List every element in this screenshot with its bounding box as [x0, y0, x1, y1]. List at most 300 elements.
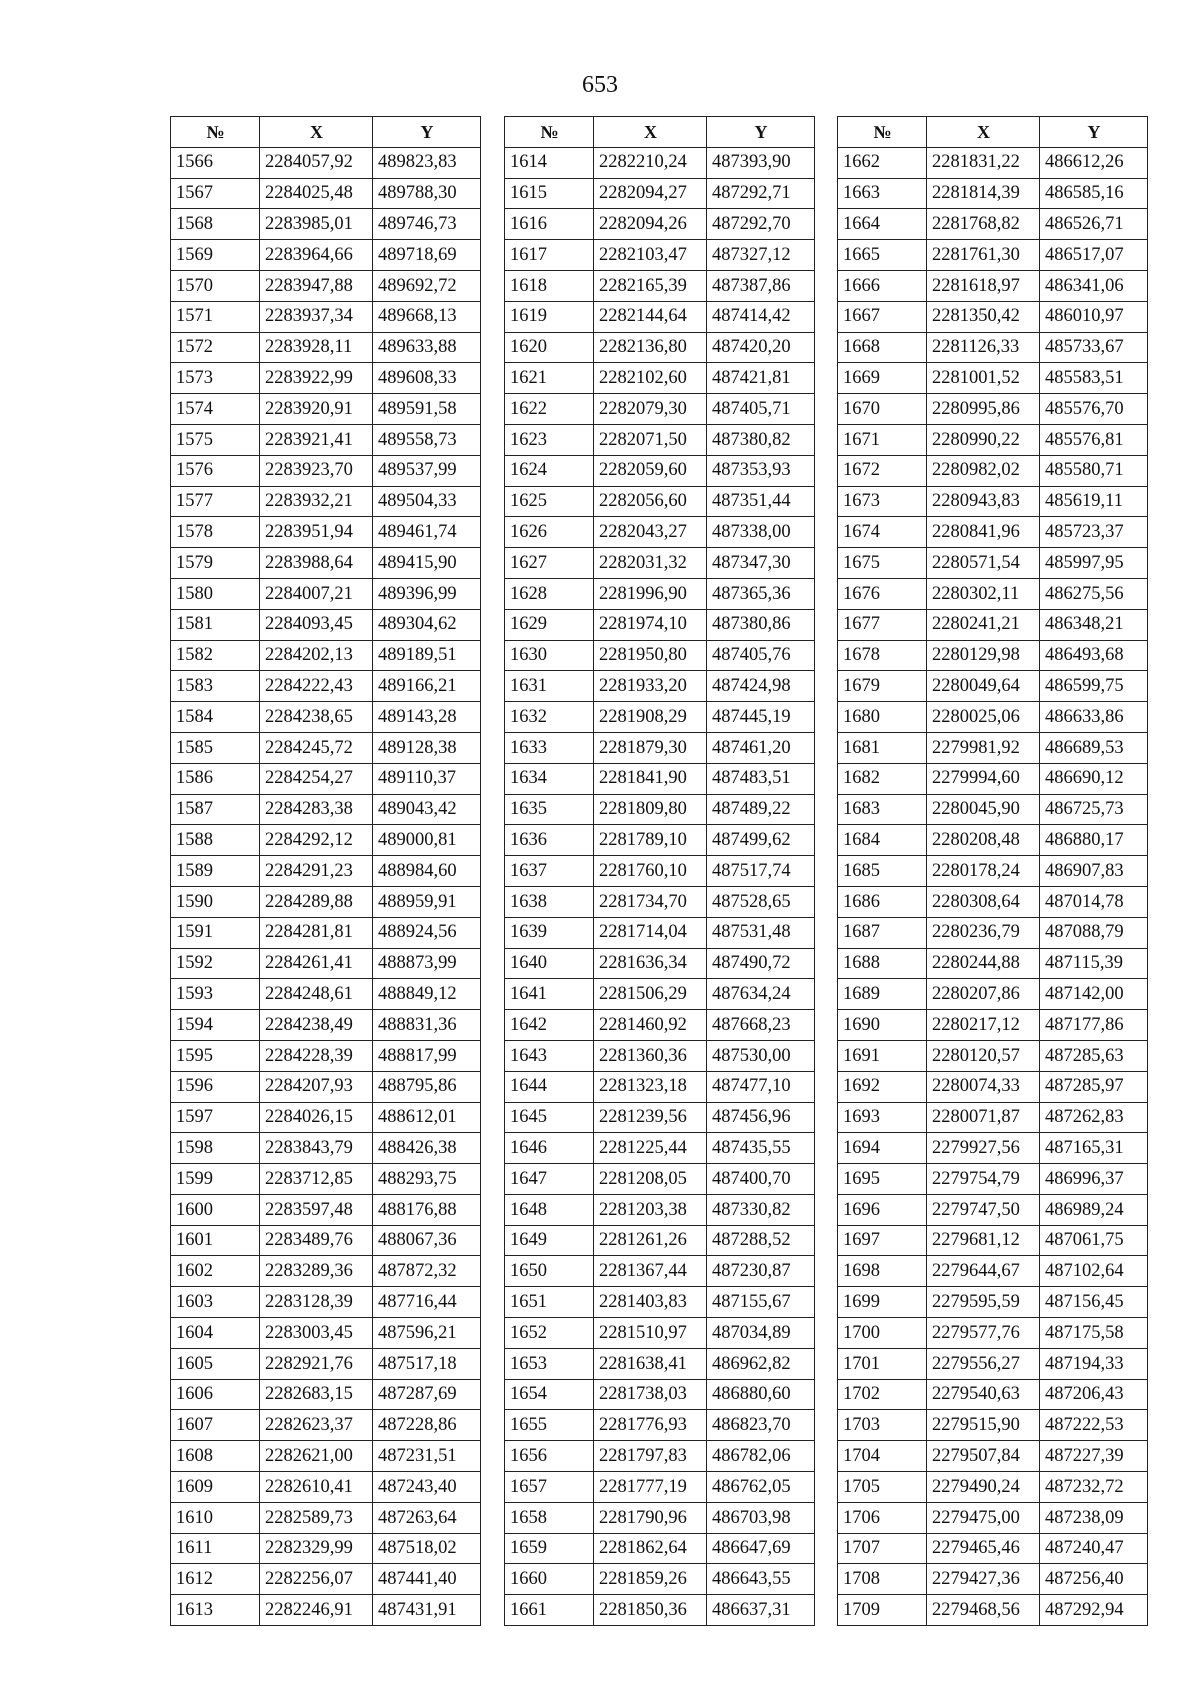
y-coordinate: 489166,21 — [373, 671, 481, 702]
table-row — [171, 301, 481, 332]
x-coordinate: 2281618,97 — [927, 270, 1040, 301]
y-coordinate: 485576,81 — [1040, 424, 1148, 455]
x-coordinate: 2281879,30 — [594, 732, 707, 763]
point-number: 1659 — [505, 1533, 594, 1564]
point-number: 1644 — [505, 1071, 594, 1102]
table-header-row — [171, 117, 481, 148]
x-coordinate: 2281789,10 — [594, 825, 707, 856]
y-coordinate: 487061,75 — [1040, 1225, 1148, 1256]
point-number: 1657 — [505, 1472, 594, 1503]
x-coordinate: 2282094,27 — [594, 178, 707, 209]
point-number: 1649 — [505, 1225, 594, 1256]
point-number: 1578 — [171, 517, 260, 548]
x-coordinate: 2281950,80 — [594, 640, 707, 671]
x-coordinate: 2281403,83 — [594, 1287, 707, 1318]
y-coordinate: 489537,99 — [373, 455, 481, 486]
table-row — [505, 548, 815, 579]
x-coordinate: 2279681,12 — [927, 1225, 1040, 1256]
y-coordinate: 485583,51 — [1040, 363, 1148, 394]
x-coordinate: 2282103,47 — [594, 240, 707, 271]
table-row — [171, 1564, 481, 1595]
y-coordinate: 487387,86 — [707, 270, 815, 301]
point-number: 1585 — [171, 732, 260, 763]
table-row — [838, 578, 1148, 609]
y-coordinate: 488959,91 — [373, 886, 481, 917]
y-coordinate: 487445,19 — [707, 702, 815, 733]
y-coordinate: 486637,31 — [707, 1595, 815, 1626]
table-header-row — [505, 117, 815, 148]
table-row — [171, 763, 481, 794]
point-number: 1567 — [171, 178, 260, 209]
y-coordinate: 487347,30 — [707, 548, 815, 579]
point-number: 1670 — [838, 394, 927, 425]
table-row — [838, 1194, 1148, 1225]
table-row — [838, 825, 1148, 856]
table-row — [838, 394, 1148, 425]
point-number: 1617 — [505, 240, 594, 271]
point-number: 1605 — [171, 1348, 260, 1379]
x-coordinate: 2281768,82 — [927, 209, 1040, 240]
table-row — [505, 856, 815, 887]
y-coordinate: 487531,48 — [707, 917, 815, 948]
x-coordinate: 2281239,56 — [594, 1102, 707, 1133]
y-coordinate: 485997,95 — [1040, 548, 1148, 579]
x-coordinate: 2283947,88 — [260, 270, 373, 301]
table-row — [505, 1318, 815, 1349]
y-coordinate: 486880,17 — [1040, 825, 1148, 856]
x-coordinate: 2281367,44 — [594, 1256, 707, 1287]
header-no: № — [505, 117, 594, 148]
y-coordinate: 487400,70 — [707, 1164, 815, 1195]
y-coordinate: 487287,69 — [373, 1379, 481, 1410]
table-row — [171, 886, 481, 917]
y-coordinate: 489143,28 — [373, 702, 481, 733]
y-coordinate: 489633,88 — [373, 332, 481, 363]
table-row — [171, 147, 481, 178]
table-row — [171, 332, 481, 363]
y-coordinate: 487165,31 — [1040, 1133, 1148, 1164]
x-coordinate: 2284222,43 — [260, 671, 373, 702]
y-coordinate: 487421,81 — [707, 363, 815, 394]
table-body — [171, 147, 481, 1625]
header-no: № — [171, 117, 260, 148]
header-y: Y — [373, 117, 481, 148]
y-coordinate: 485580,71 — [1040, 455, 1148, 486]
point-number: 1568 — [171, 209, 260, 240]
table-row — [505, 1379, 815, 1410]
y-coordinate: 489128,38 — [373, 732, 481, 763]
table-row — [838, 270, 1148, 301]
table-row — [838, 1071, 1148, 1102]
x-coordinate: 2281506,29 — [594, 979, 707, 1010]
y-coordinate: 489591,58 — [373, 394, 481, 425]
y-coordinate: 487489,22 — [707, 794, 815, 825]
table-row — [505, 486, 815, 517]
point-number: 1674 — [838, 517, 927, 548]
table-row — [171, 1533, 481, 1564]
y-coordinate: 486703,98 — [707, 1502, 815, 1533]
y-coordinate: 487175,58 — [1040, 1318, 1148, 1349]
point-number: 1593 — [171, 979, 260, 1010]
x-coordinate: 2284289,88 — [260, 886, 373, 917]
x-coordinate: 2279475,00 — [927, 1502, 1040, 1533]
y-coordinate: 487499,62 — [707, 825, 815, 856]
y-coordinate: 489461,74 — [373, 517, 481, 548]
point-number: 1668 — [838, 332, 927, 363]
point-number: 1571 — [171, 301, 260, 332]
point-number: 1695 — [838, 1164, 927, 1195]
point-number: 1587 — [171, 794, 260, 825]
point-number: 1622 — [505, 394, 594, 425]
y-coordinate: 488873,99 — [373, 948, 481, 979]
y-coordinate: 487262,83 — [1040, 1102, 1148, 1133]
x-coordinate: 2282031,32 — [594, 548, 707, 579]
y-coordinate: 486690,12 — [1040, 763, 1148, 794]
table-row — [171, 270, 481, 301]
x-coordinate: 2279468,56 — [927, 1595, 1040, 1626]
x-coordinate: 2282921,76 — [260, 1348, 373, 1379]
x-coordinate: 2282079,30 — [594, 394, 707, 425]
point-number: 1636 — [505, 825, 594, 856]
x-coordinate: 2279540,63 — [927, 1379, 1040, 1410]
point-number: 1591 — [171, 917, 260, 948]
point-number: 1599 — [171, 1164, 260, 1195]
y-coordinate: 486599,75 — [1040, 671, 1148, 702]
point-number: 1600 — [171, 1194, 260, 1225]
y-coordinate: 488067,36 — [373, 1225, 481, 1256]
header-y: Y — [707, 117, 815, 148]
table-row — [171, 609, 481, 640]
y-coordinate: 488176,88 — [373, 1194, 481, 1225]
point-number: 1632 — [505, 702, 594, 733]
table-row — [505, 578, 815, 609]
x-coordinate: 2282621,00 — [260, 1441, 373, 1472]
point-number: 1634 — [505, 763, 594, 794]
table-row — [505, 917, 815, 948]
y-coordinate: 488817,99 — [373, 1040, 481, 1071]
x-coordinate: 2283003,45 — [260, 1318, 373, 1349]
point-number: 1580 — [171, 578, 260, 609]
table-row — [171, 1040, 481, 1071]
point-number: 1574 — [171, 394, 260, 425]
point-number: 1575 — [171, 424, 260, 455]
point-number: 1612 — [171, 1564, 260, 1595]
point-number: 1608 — [171, 1441, 260, 1472]
point-number: 1576 — [171, 455, 260, 486]
x-coordinate: 2279577,76 — [927, 1318, 1040, 1349]
point-number: 1685 — [838, 856, 927, 887]
y-coordinate: 487365,36 — [707, 578, 815, 609]
x-coordinate: 2282056,60 — [594, 486, 707, 517]
x-coordinate: 2282246,91 — [260, 1595, 373, 1626]
x-coordinate: 2284281,81 — [260, 917, 373, 948]
table-row — [505, 1287, 815, 1318]
point-number: 1615 — [505, 178, 594, 209]
x-coordinate: 2283951,94 — [260, 517, 373, 548]
table-row — [505, 1133, 815, 1164]
y-coordinate: 486762,05 — [707, 1472, 815, 1503]
table-row — [505, 517, 815, 548]
x-coordinate: 2281734,70 — [594, 886, 707, 917]
point-number: 1647 — [505, 1164, 594, 1195]
table-row — [505, 1164, 815, 1195]
y-coordinate: 487338,00 — [707, 517, 815, 548]
point-number: 1607 — [171, 1410, 260, 1441]
x-coordinate: 2283128,39 — [260, 1287, 373, 1318]
table-row — [505, 763, 815, 794]
point-number: 1691 — [838, 1040, 927, 1071]
table-row — [171, 517, 481, 548]
point-number: 1592 — [171, 948, 260, 979]
y-coordinate: 486493,68 — [1040, 640, 1148, 671]
x-coordinate: 2283489,76 — [260, 1225, 373, 1256]
x-coordinate: 2281776,93 — [594, 1410, 707, 1441]
x-coordinate: 2281814,39 — [927, 178, 1040, 209]
y-coordinate: 487142,00 — [1040, 979, 1148, 1010]
point-number: 1581 — [171, 609, 260, 640]
table-row — [505, 270, 815, 301]
table-row — [838, 1348, 1148, 1379]
x-coordinate: 2281809,80 — [594, 794, 707, 825]
point-number: 1689 — [838, 979, 927, 1010]
point-number: 1640 — [505, 948, 594, 979]
table-row — [838, 548, 1148, 579]
table-row — [171, 732, 481, 763]
table-row — [505, 948, 815, 979]
table-row — [505, 1348, 815, 1379]
x-coordinate: 2284254,27 — [260, 763, 373, 794]
y-coordinate: 487155,67 — [707, 1287, 815, 1318]
table-row — [171, 240, 481, 271]
x-coordinate: 2281777,19 — [594, 1472, 707, 1503]
y-coordinate: 485733,67 — [1040, 332, 1148, 363]
x-coordinate: 2281323,18 — [594, 1071, 707, 1102]
x-coordinate: 2281738,03 — [594, 1379, 707, 1410]
point-number: 1648 — [505, 1194, 594, 1225]
table-row — [171, 856, 481, 887]
y-coordinate: 487380,82 — [707, 424, 815, 455]
x-coordinate: 2281996,90 — [594, 578, 707, 609]
table-row — [171, 671, 481, 702]
table-row — [505, 1502, 815, 1533]
x-coordinate: 2280129,98 — [927, 640, 1040, 671]
x-coordinate: 2280244,88 — [927, 948, 1040, 979]
point-number: 1699 — [838, 1287, 927, 1318]
point-number: 1684 — [838, 825, 927, 856]
point-number: 1683 — [838, 794, 927, 825]
y-coordinate: 487456,96 — [707, 1102, 815, 1133]
x-coordinate: 2280241,21 — [927, 609, 1040, 640]
x-coordinate: 2282683,15 — [260, 1379, 373, 1410]
table-row — [838, 979, 1148, 1010]
table-row — [505, 640, 815, 671]
y-coordinate: 489668,13 — [373, 301, 481, 332]
table-row — [838, 301, 1148, 332]
table-row — [838, 1502, 1148, 1533]
table-row — [171, 363, 481, 394]
y-coordinate: 489718,69 — [373, 240, 481, 271]
x-coordinate: 2280982,02 — [927, 455, 1040, 486]
x-coordinate: 2279427,36 — [927, 1564, 1040, 1595]
table-row — [505, 702, 815, 733]
point-number: 1588 — [171, 825, 260, 856]
point-number: 1675 — [838, 548, 927, 579]
point-number: 1589 — [171, 856, 260, 887]
table-row — [171, 1256, 481, 1287]
y-coordinate: 486782,06 — [707, 1441, 815, 1472]
point-number: 1641 — [505, 979, 594, 1010]
point-number: 1679 — [838, 671, 927, 702]
table-row — [838, 1164, 1148, 1195]
point-number: 1651 — [505, 1287, 594, 1318]
table-row — [171, 948, 481, 979]
point-number: 1638 — [505, 886, 594, 917]
table-row — [171, 1010, 481, 1041]
y-coordinate: 486275,56 — [1040, 578, 1148, 609]
table-row — [838, 517, 1148, 548]
table-row — [171, 794, 481, 825]
x-coordinate: 2279465,46 — [927, 1533, 1040, 1564]
x-coordinate: 2284248,61 — [260, 979, 373, 1010]
x-coordinate: 2283597,48 — [260, 1194, 373, 1225]
table-row — [838, 1379, 1148, 1410]
y-coordinate: 487420,20 — [707, 332, 815, 363]
point-number: 1613 — [171, 1595, 260, 1626]
x-coordinate: 2281126,33 — [927, 332, 1040, 363]
x-coordinate: 2284007,21 — [260, 578, 373, 609]
point-number: 1671 — [838, 424, 927, 455]
point-number: 1637 — [505, 856, 594, 887]
x-coordinate: 2281225,44 — [594, 1133, 707, 1164]
table-row — [505, 886, 815, 917]
table-row — [838, 178, 1148, 209]
y-coordinate: 485619,11 — [1040, 486, 1148, 517]
table-row — [505, 1194, 815, 1225]
y-coordinate: 486725,73 — [1040, 794, 1148, 825]
y-coordinate: 488984,60 — [373, 856, 481, 887]
table-row — [838, 1102, 1148, 1133]
table-row — [505, 1071, 815, 1102]
y-coordinate: 487353,93 — [707, 455, 815, 486]
y-coordinate: 487231,51 — [373, 1441, 481, 1472]
table-row — [171, 1318, 481, 1349]
y-coordinate: 486010,97 — [1040, 301, 1148, 332]
table-row — [838, 1595, 1148, 1626]
point-number: 1569 — [171, 240, 260, 271]
y-coordinate: 486989,24 — [1040, 1194, 1148, 1225]
point-number: 1584 — [171, 702, 260, 733]
x-coordinate: 2281850,36 — [594, 1595, 707, 1626]
point-number: 1681 — [838, 732, 927, 763]
table-row — [171, 1502, 481, 1533]
point-number: 1633 — [505, 732, 594, 763]
x-coordinate: 2282043,27 — [594, 517, 707, 548]
point-number: 1610 — [171, 1502, 260, 1533]
table-row — [838, 240, 1148, 271]
table-row — [838, 1410, 1148, 1441]
table-row — [171, 455, 481, 486]
point-number: 1688 — [838, 948, 927, 979]
x-coordinate: 2282071,50 — [594, 424, 707, 455]
point-number: 1677 — [838, 609, 927, 640]
y-coordinate: 487596,21 — [373, 1318, 481, 1349]
y-coordinate: 489396,99 — [373, 578, 481, 609]
page-number: 653 — [582, 72, 618, 98]
point-number: 1692 — [838, 1071, 927, 1102]
x-coordinate: 2281761,30 — [927, 240, 1040, 271]
point-number: 1609 — [171, 1472, 260, 1503]
table-row — [505, 1256, 815, 1287]
y-coordinate: 487292,94 — [1040, 1595, 1148, 1626]
table-row — [838, 1533, 1148, 1564]
point-number: 1594 — [171, 1010, 260, 1041]
y-coordinate: 489110,37 — [373, 763, 481, 794]
point-number: 1598 — [171, 1133, 260, 1164]
y-coordinate: 488426,38 — [373, 1133, 481, 1164]
x-coordinate: 2284207,93 — [260, 1071, 373, 1102]
y-coordinate: 488831,36 — [373, 1010, 481, 1041]
x-coordinate: 2280074,33 — [927, 1071, 1040, 1102]
table-row — [505, 209, 815, 240]
y-coordinate: 487461,20 — [707, 732, 815, 763]
point-number: 1707 — [838, 1533, 927, 1564]
point-number: 1642 — [505, 1010, 594, 1041]
point-number: 1672 — [838, 455, 927, 486]
y-coordinate: 487431,91 — [373, 1595, 481, 1626]
x-coordinate: 2280995,86 — [927, 394, 1040, 425]
point-number: 1667 — [838, 301, 927, 332]
y-coordinate: 487528,65 — [707, 886, 815, 917]
point-number: 1630 — [505, 640, 594, 671]
table-row — [838, 917, 1148, 948]
x-coordinate: 2283712,85 — [260, 1164, 373, 1195]
y-coordinate: 487102,64 — [1040, 1256, 1148, 1287]
point-number: 1635 — [505, 794, 594, 825]
x-coordinate: 2280120,57 — [927, 1040, 1040, 1071]
y-coordinate: 486689,53 — [1040, 732, 1148, 763]
point-number: 1665 — [838, 240, 927, 271]
point-number: 1603 — [171, 1287, 260, 1318]
point-number: 1666 — [838, 270, 927, 301]
point-number: 1629 — [505, 609, 594, 640]
point-number: 1602 — [171, 1256, 260, 1287]
x-coordinate: 2280302,11 — [927, 578, 1040, 609]
x-coordinate: 2284245,72 — [260, 732, 373, 763]
y-coordinate: 489558,73 — [373, 424, 481, 455]
table-row — [171, 1441, 481, 1472]
x-coordinate: 2283923,70 — [260, 455, 373, 486]
table-row — [838, 209, 1148, 240]
table-row — [171, 825, 481, 856]
y-coordinate: 488612,01 — [373, 1102, 481, 1133]
table-row — [505, 609, 815, 640]
table-row — [171, 1595, 481, 1626]
table-row — [505, 1102, 815, 1133]
point-number: 1577 — [171, 486, 260, 517]
y-coordinate: 486880,60 — [707, 1379, 815, 1410]
table-row — [838, 1133, 1148, 1164]
table-row — [171, 394, 481, 425]
table-row — [171, 209, 481, 240]
point-number: 1669 — [838, 363, 927, 394]
y-coordinate: 487435,55 — [707, 1133, 815, 1164]
y-coordinate: 486907,83 — [1040, 856, 1148, 887]
point-number: 1662 — [838, 147, 927, 178]
y-coordinate: 487014,78 — [1040, 886, 1148, 917]
x-coordinate: 2280025,06 — [927, 702, 1040, 733]
x-coordinate: 2281831,22 — [927, 147, 1040, 178]
x-coordinate: 2281208,05 — [594, 1164, 707, 1195]
